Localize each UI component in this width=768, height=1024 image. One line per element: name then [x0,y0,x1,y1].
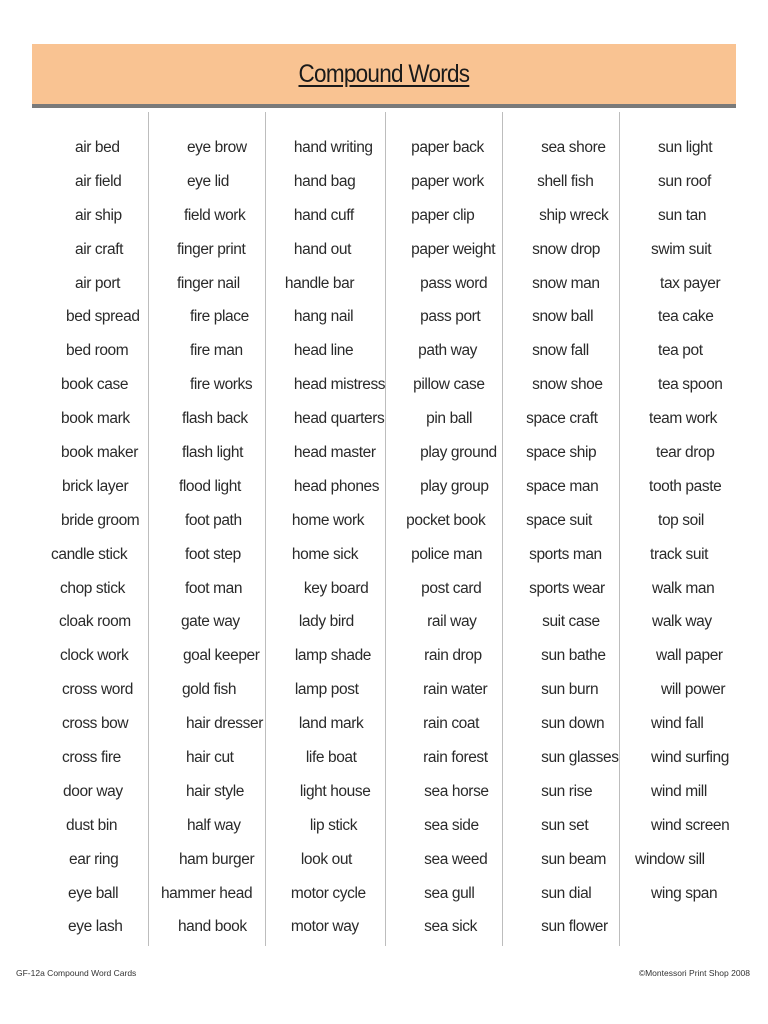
compound-word: eye lash [68,918,123,936]
compound-word: cross bow [62,715,129,733]
compound-word: rain forest [423,749,488,767]
compound-word: space man [526,477,599,495]
compound-word: air field [75,172,122,190]
word-grid [32,112,736,946]
compound-word: shell fish [537,172,594,190]
compound-word: wall paper [656,647,723,665]
compound-word: pin ball [426,410,473,428]
compound-word: walk man [652,579,715,597]
compound-word: head master [293,444,376,462]
compound-word: head mistress [293,376,386,394]
compound-word: air port [75,274,121,292]
compound-word: bed spread [66,308,140,326]
compound-word: paper work [411,172,484,190]
compound-word: goal keeper [182,647,260,665]
compound-word: play ground [420,444,497,462]
compound-word: finger print [176,240,246,258]
compound-word: head line [293,342,354,360]
compound-word: clock work [60,647,129,665]
compound-word: wind screen [651,816,730,834]
compound-word: sun dial [541,884,592,902]
word-column-1 [32,112,148,946]
compound-word: hand book [177,918,247,936]
compound-word: path way [418,342,478,360]
compound-word: eye brow [186,139,247,156]
compound-word: wind surfing [651,749,729,767]
compound-word: sun bathe [541,647,606,665]
compound-word: paper clip [411,206,475,224]
compound-word: pocket book [406,511,486,529]
word-column-5 [502,112,619,946]
compound-word: wind fall [651,715,704,733]
compound-word: hand out [293,240,352,258]
compound-word: rail way [427,613,477,631]
compound-word: rain drop [424,647,482,665]
compound-word: light house [299,782,371,800]
compound-word [620,915,736,949]
compound-word: hand cuff [293,206,354,224]
compound-word: tax payer [660,274,721,292]
compound-word: eye ball [68,884,119,902]
compound-word: air craft [75,240,124,258]
compound-word: sun down [541,715,605,733]
compound-word: flood light [178,477,241,495]
word-column-3 [265,112,385,946]
compound-word: air bed [75,139,120,156]
compound-word: hang nail [293,308,354,326]
compound-word: snow drop [532,240,601,258]
compound-word: snow ball [532,308,594,326]
compound-word: paper back [411,139,484,156]
compound-word: hair dresser [185,715,263,733]
compound-word: space craft [526,410,598,428]
page-title: Compound Words [298,59,470,88]
word-column-2 [148,112,265,946]
compound-word: life boat [305,749,357,767]
compound-word: dust bin [66,816,118,834]
compound-word: sports man [529,545,602,563]
compound-word: half way [186,816,241,834]
compound-word: foot path [184,511,242,529]
compound-word: gate way [180,613,240,631]
compound-word: ship wreck [539,206,609,224]
compound-word: brick layer [62,477,129,495]
compound-word: lamp post [294,681,359,699]
compound-word: fire place [189,308,249,326]
compound-word: snow man [532,274,600,292]
compound-word: sun beam [541,850,606,868]
compound-word: foot step [184,545,241,563]
compound-word: sun light [658,139,713,156]
compound-word: hand bag [293,172,356,190]
compound-word: space suit [526,511,592,529]
compound-word: bed room [66,342,129,360]
compound-word: hair cut [185,749,234,767]
compound-word: sun glasses [541,749,619,767]
compound-word: suit case [542,613,600,631]
compound-word: tea pot [658,342,703,360]
compound-word: space ship [526,444,597,462]
compound-word: key board [303,579,369,597]
compound-word: window sill [635,850,705,868]
compound-word: rain water [423,681,488,699]
compound-word: foot man [184,579,243,597]
compound-word: tooth paste [649,477,722,495]
compound-word: snow shoe [532,376,603,394]
compound-word: ham burger [178,850,255,868]
compound-word: motor way [290,918,359,936]
compound-word: tea cake [658,308,714,326]
compound-word: home sick [291,545,359,563]
compound-word: field work [183,206,246,224]
compound-word: hair style [185,782,244,800]
compound-word: sun flower [541,918,608,936]
compound-word: eye lid [186,172,229,190]
compound-word: fire man [189,342,243,360]
compound-word: home work [291,511,365,529]
compound-word: hammer head [160,884,253,902]
compound-word: wing span [651,884,718,902]
compound-word: head quarters [293,410,385,428]
compound-word: team work [649,410,717,428]
compound-word: motor cycle [290,884,366,902]
compound-word: cross word [62,681,133,699]
compound-word: candle stick [51,545,128,563]
compound-word: sun tan [658,206,707,224]
compound-word: sun roof [658,172,711,190]
compound-word: finger nail [176,274,240,292]
footer-right: ©Montessori Print Shop 2008 [638,968,750,978]
compound-word: police man [411,545,483,563]
compound-word: sea weed [424,850,488,868]
compound-word: lamp shade [294,647,372,665]
compound-word: sun set [541,816,589,834]
compound-word: handle bar [284,274,355,292]
compound-word: snow fall [532,342,589,360]
compound-word: sea gull [424,884,475,902]
compound-word: play group [420,477,489,495]
compound-word: sea horse [424,782,489,800]
compound-word: track suit [650,545,709,563]
compound-word: flash back [181,410,248,428]
compound-word: flash light [181,444,244,462]
compound-word: wind mill [651,782,707,800]
compound-word: sea sick [424,918,477,936]
compound-word: sea side [424,816,479,834]
compound-word: look out [300,850,352,868]
compound-word: pillow case [413,376,485,394]
compound-word: gold fish [181,681,237,699]
compound-word: sun burn [541,681,599,699]
compound-word: door way [63,782,123,800]
compound-word: book maker [61,444,138,462]
compound-word: head phones [293,477,380,495]
word-column-6 [619,112,736,946]
compound-word: lip stick [309,816,358,834]
compound-word: lady bird [298,613,354,631]
compound-word: hand writing [293,139,373,156]
compound-word: post card [421,579,482,597]
title-banner [32,44,736,108]
compound-word: walk way [652,613,712,631]
compound-word: ear ring [69,850,119,868]
compound-word: land mark [298,715,364,733]
compound-word: cross fire [62,749,121,767]
word-column-4 [385,112,502,946]
compound-word: tea spoon [658,376,723,394]
compound-word: bride groom [61,511,140,529]
compound-word: book case [61,376,129,394]
compound-word: book mark [61,410,130,428]
compound-word: chop stick [60,579,125,597]
compound-word: cloak room [59,613,131,631]
compound-word: top soil [658,511,704,529]
compound-word: will power [661,681,726,699]
compound-word: sun rise [541,782,593,800]
compound-word: pass port [420,308,481,326]
compound-word: swim suit [651,240,712,258]
compound-word: paper weight [411,240,496,258]
compound-word: fire works [189,376,253,394]
compound-word: air ship [75,206,122,224]
compound-word: rain coat [423,715,480,733]
compound-word: sports wear [529,579,605,597]
footer-left: GF-12a Compound Word Cards [16,968,137,978]
compound-word: tear drop [656,444,715,462]
compound-word: sea shore [541,139,606,156]
compound-word: pass word [420,274,488,292]
